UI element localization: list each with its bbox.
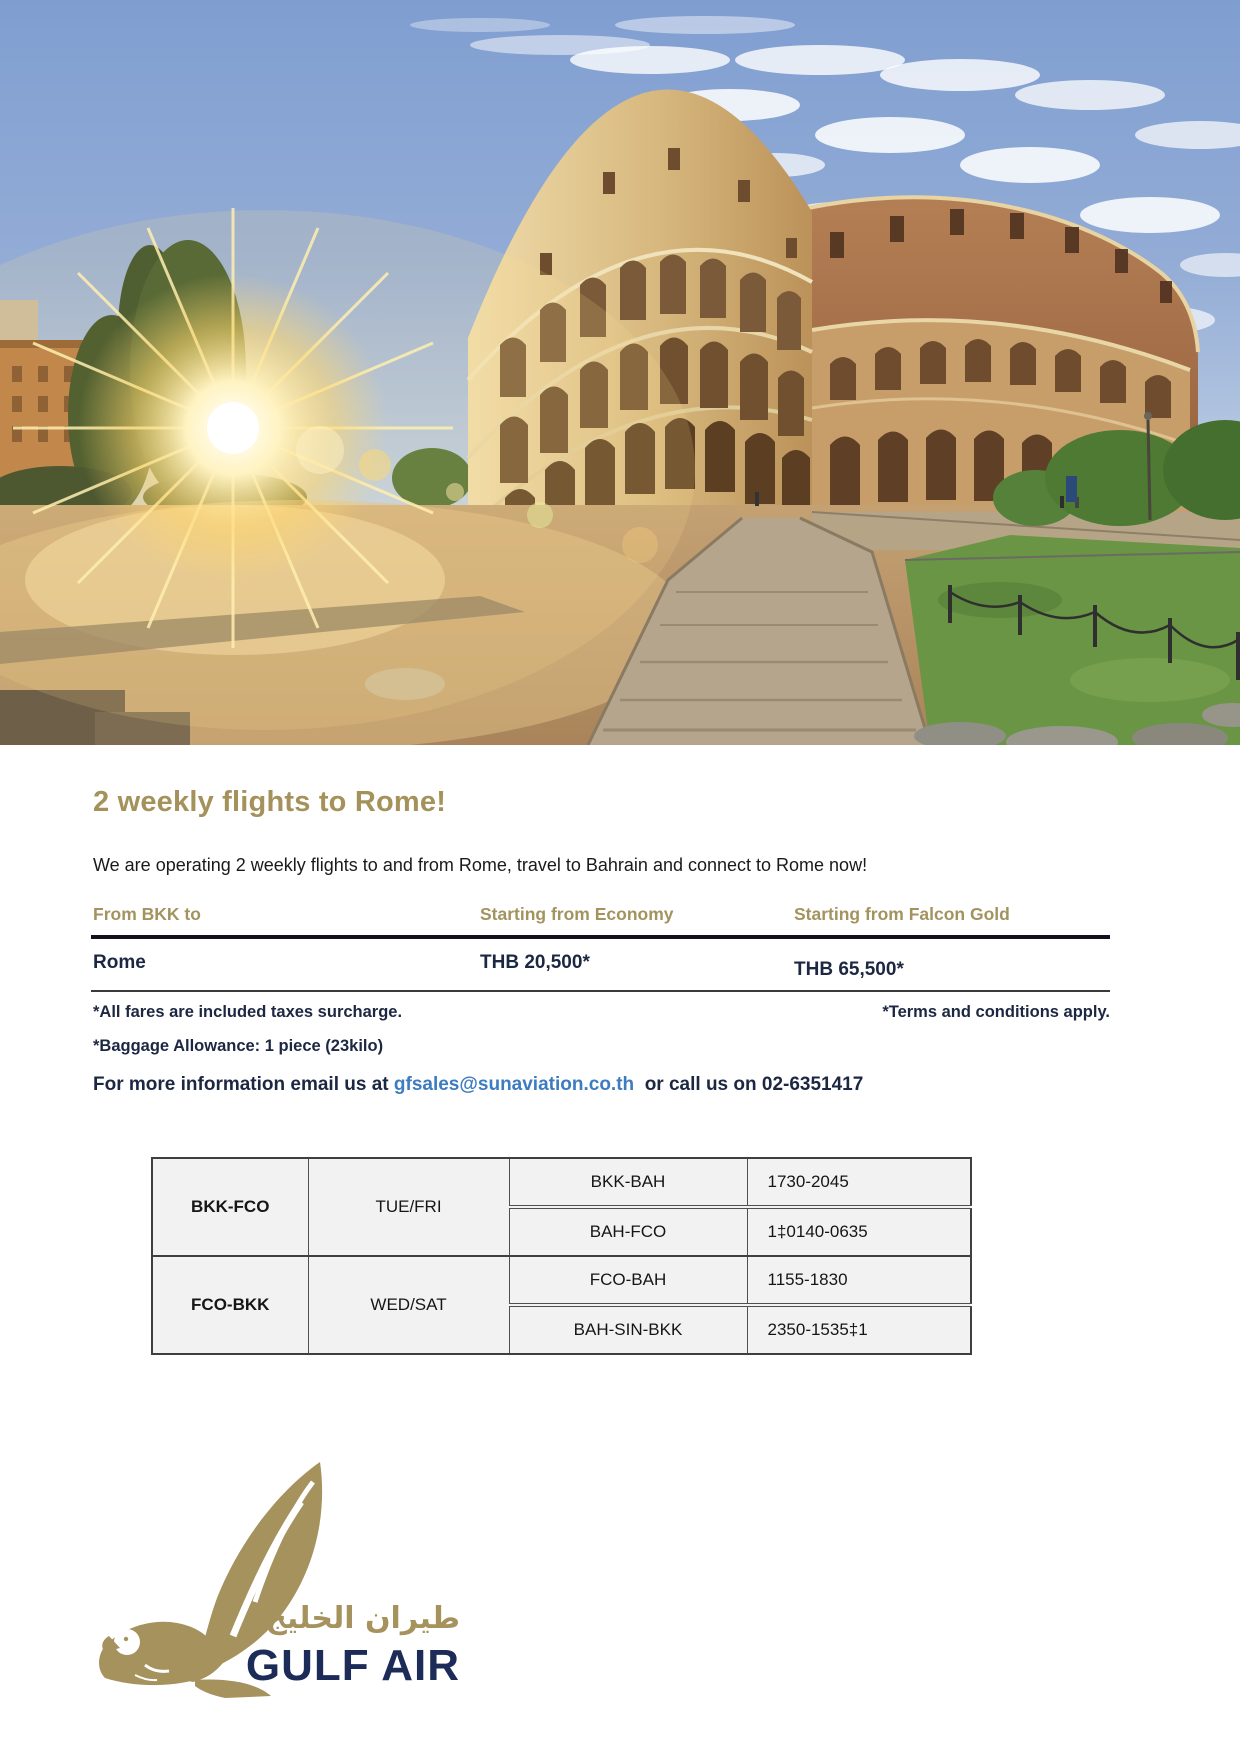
- falcon-logo: [75, 1450, 475, 1700]
- logo-latin-text: GULF AIR: [245, 1641, 460, 1690]
- route-cell: BKK-FCO: [152, 1158, 308, 1256]
- note-baggage: *Baggage Allowance: 1 piece (23kilo): [93, 1037, 384, 1055]
- logo-arabic-text: طيران الخليج: [265, 1601, 460, 1636]
- fare-col-falcon-gold: Starting from Falcon Gold: [794, 904, 1010, 924]
- colosseum-photo: [0, 0, 1240, 745]
- note-taxes: *All fares are included taxes surcharge.: [93, 1003, 403, 1021]
- leg-cell: BAH-FCO: [509, 1207, 747, 1256]
- time-cell: 1730-2045: [747, 1158, 971, 1207]
- leg-cell: FCO-BAH: [509, 1256, 747, 1305]
- fare-table-bottom-rule: [91, 990, 1110, 992]
- fare-economy-price: THB 20,500*: [480, 952, 590, 973]
- leg-cell: BAH-SIN-BKK: [509, 1305, 747, 1354]
- fare-falcon-gold-price: THB 65,500*: [794, 959, 904, 980]
- fare-col-economy: Starting from Economy: [480, 904, 674, 924]
- contact-line: [93, 1074, 863, 1096]
- note-terms: *Terms and conditions apply.: [882, 1003, 1110, 1021]
- schedule-table: [151, 1157, 972, 1355]
- fare-table-top-rule: [91, 935, 1110, 939]
- time-cell: 1‡0140-0635: [747, 1207, 971, 1256]
- time-cell: 2350-1535‡1: [747, 1305, 971, 1354]
- days-cell: WED/SAT: [308, 1256, 509, 1354]
- contact-prefix: For more information email us at: [93, 1074, 394, 1095]
- leg-cell: BKK-BAH: [509, 1158, 747, 1207]
- contact-suffix: or call us on 02-6351417: [634, 1074, 864, 1095]
- gulf-air-logo: [75, 1450, 475, 1700]
- table-row: [152, 1256, 971, 1305]
- fare-col-origin: From BKK to: [93, 904, 201, 924]
- table-row: [152, 1158, 971, 1207]
- email-link[interactable]: gfsales@sunaviation.co.th: [393, 1074, 635, 1095]
- days-cell: TUE/FRI: [308, 1158, 509, 1256]
- route-cell: FCO-BKK: [152, 1256, 308, 1354]
- page-title: 2 weekly flights to Rome!: [93, 786, 447, 818]
- time-cell: 1155-1830: [747, 1256, 971, 1305]
- hero-image: [0, 0, 1240, 745]
- intro-text: We are operating 2 weekly flights to and from Rome, travel to Bahrain and connect to Rome now!: [93, 855, 868, 875]
- fare-destination: Rome: [93, 952, 146, 973]
